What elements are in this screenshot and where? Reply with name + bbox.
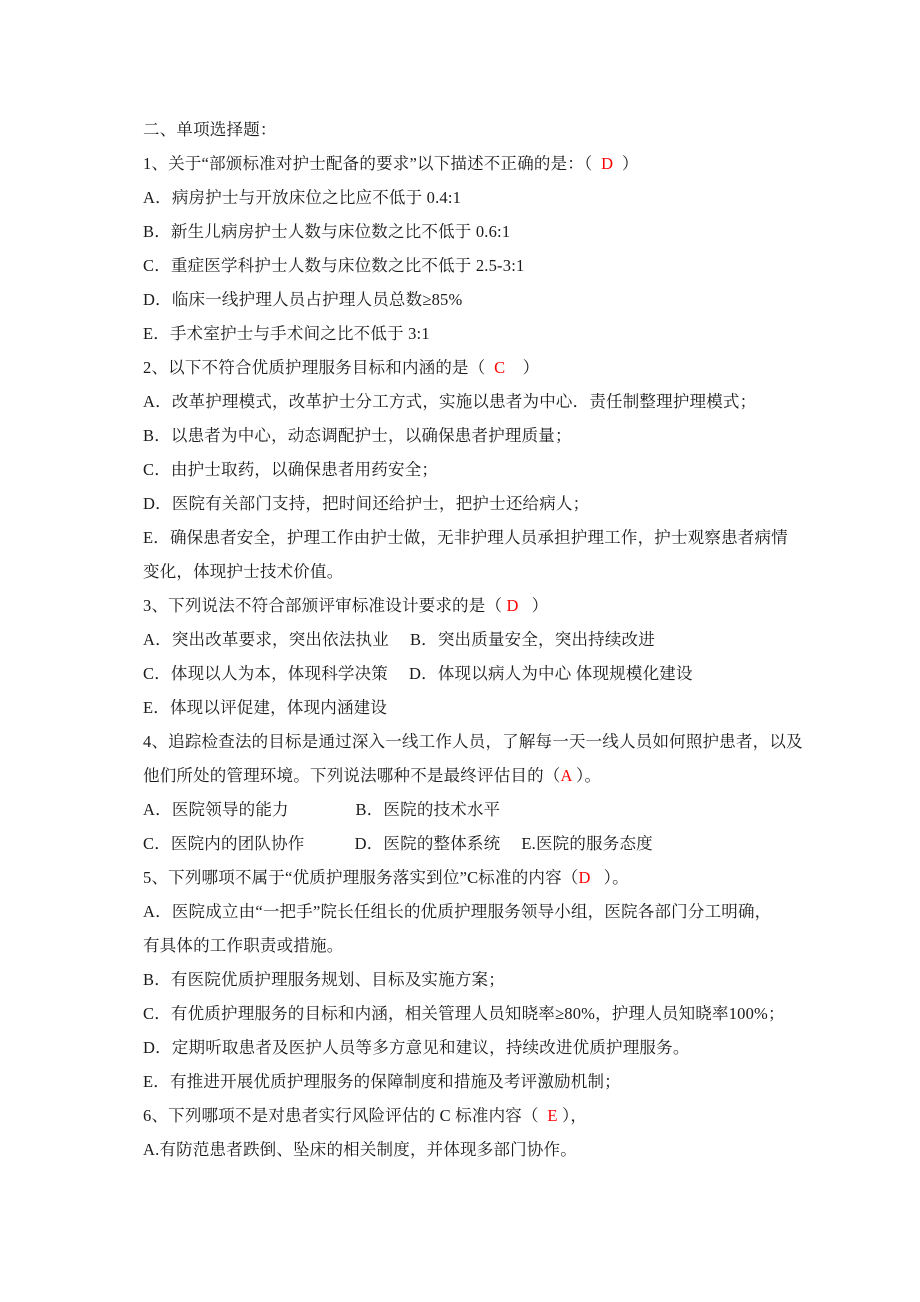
text-run: B．新生儿病房护士人数与床位数之比不低于 0.6:1 [143, 222, 511, 241]
question-5-line-5 [143, 997, 853, 1031]
answer-letter: D [506, 596, 519, 615]
question-2-line-5 [143, 487, 853, 521]
text-run: ） [505, 358, 540, 377]
question-3-line-2 [143, 623, 853, 657]
question-1-line-6 [143, 317, 853, 351]
question-2-line-1 [143, 351, 853, 385]
text-run: A.有防范患者跌倒、坠床的相关制度，并体现多部门协作。 [143, 1140, 577, 1159]
answer-letter: D [601, 154, 614, 173]
text-run: 1、关于“部颁标准对护士配备的要求”以下描述不正确的是：（ [143, 154, 602, 173]
question-1-line-4 [143, 249, 853, 283]
text-run: ） [613, 154, 639, 173]
question-5-line-7 [143, 1065, 853, 1099]
text-run: B．有医院优质护理服务规划、目标及实施方案； [143, 970, 505, 989]
text-run: C．有优质护理服务的目标和内涵，相关管理人员知晓率≥80%，护理人员知晓率100%； [143, 1004, 785, 1023]
text-run: 4、追踪检查法的目标是通过深入一线工作人员，了解每一天一线人员如何照护患者，以及 [143, 732, 803, 751]
text-run: E．手术室护士与手术间之比不低于 3:1 [143, 324, 430, 343]
text-run: C．由护士取药，以确保患者用药安全； [143, 460, 439, 479]
text-run: E．有推进开展优质护理服务的保障制度和措施及考评激励机制； [143, 1072, 621, 1091]
question-3-line-4 [143, 691, 853, 725]
question-6-line-2 [143, 1133, 853, 1167]
text-run: ）。 [571, 766, 602, 785]
question-4-line-2 [143, 759, 853, 793]
text-run: A．病房护士与开放床位之比应不低于 0.4:1 [143, 188, 462, 207]
text-run: A．突出改革要求，突出依法执业 B．突出质量安全，突出持续改进 [143, 630, 655, 649]
question-3-line-3 [143, 657, 853, 691]
section-heading-line-1 [143, 113, 853, 147]
text-run: E．确保患者安全，护理工作由护士做，无非护理人员承担护理工作，护士观察患者病情 [143, 528, 788, 547]
question-1-line-1 [143, 147, 853, 181]
question-4-line-1 [143, 725, 853, 759]
answer-letter: E [547, 1106, 558, 1125]
answer-letter: C [494, 358, 506, 377]
text-run: 他们所处的管理环境。下列说法哪种不是最终评估目的（ [143, 766, 561, 785]
text-run: 3、下列说法不符合部颁评审标准设计要求的是（ [143, 596, 507, 615]
question-1-line-3 [143, 215, 853, 249]
question-2-line-3 [143, 419, 853, 453]
text-run: 2、以下不符合优质护理服务目标和内涵的是（ [143, 358, 495, 377]
text-run: 变化，体现护士技术价值。 [143, 562, 344, 581]
question-2-line-4 [143, 453, 853, 487]
text-run: D．医院有关部门支持，把时间还给护士，把护士还给病人； [143, 494, 590, 513]
text-run: 有具体的工作职责或措施。 [143, 936, 344, 955]
text-run: ） [518, 596, 549, 615]
document-content [143, 113, 853, 1167]
question-2-line-6 [143, 521, 853, 555]
text-run: A．医院领导的能力 B．医院的技术水平 [143, 800, 501, 819]
question-2-line-7 [143, 555, 853, 589]
question-6-line-1 [143, 1099, 853, 1133]
question-1-line-2 [143, 181, 853, 215]
question-5-line-4 [143, 963, 853, 997]
question-5-line-2 [143, 895, 853, 929]
text-run: B．以患者为中心，动态调配护士，以确保患者护理质量； [143, 426, 572, 445]
text-run: 5、下列哪项不属于“优质护理服务落实到位”C标准的内容（ [143, 868, 579, 887]
text-run: A．改革护理模式，改革护士分工方式，实施以患者为中心．责任制整理护理模式； [143, 392, 757, 411]
answer-letter: D [578, 868, 591, 887]
answer-letter: A [560, 766, 572, 785]
text-run: D．临床一线护理人员占护理人员总数≥85% [143, 290, 463, 309]
question-1-line-5 [143, 283, 853, 317]
text-run: C．体现以人为本，体现科学决策 D．体现以病人为中心 体现规模化建设 [143, 664, 693, 683]
text-run: C．重症医学科护士人数与床位数之比不低于 2.5-3:1 [143, 256, 525, 275]
text-run: D．定期听取患者及医护人员等多方意见和建议，持续改进优质护理服务。 [143, 1038, 690, 1057]
text-run: A．医院成立由“一把手”院长任组长的优质护理服务领导小组，医院各部门分工明确， [143, 902, 772, 921]
question-5-line-6 [143, 1031, 853, 1065]
question-4-line-4 [143, 827, 853, 861]
text-run: ）， [557, 1106, 588, 1125]
text-run: ）。 [590, 868, 629, 887]
text-run: 6、下列哪项不是对患者实行风险评估的 C 标准内容（ [143, 1106, 548, 1125]
text-run: 二、单项选择题： [143, 120, 277, 139]
question-4-line-3 [143, 793, 853, 827]
question-3-line-1 [143, 589, 853, 623]
question-2-line-2 [143, 385, 853, 419]
text-run: E．体现以评促建，体现内涵建设 [143, 698, 388, 717]
question-5-line-1 [143, 861, 853, 895]
text-run: C．医院内的团队协作 D．医院的整体系统 E.医院的服务态度 [143, 834, 653, 853]
question-5-line-3 [143, 929, 853, 963]
